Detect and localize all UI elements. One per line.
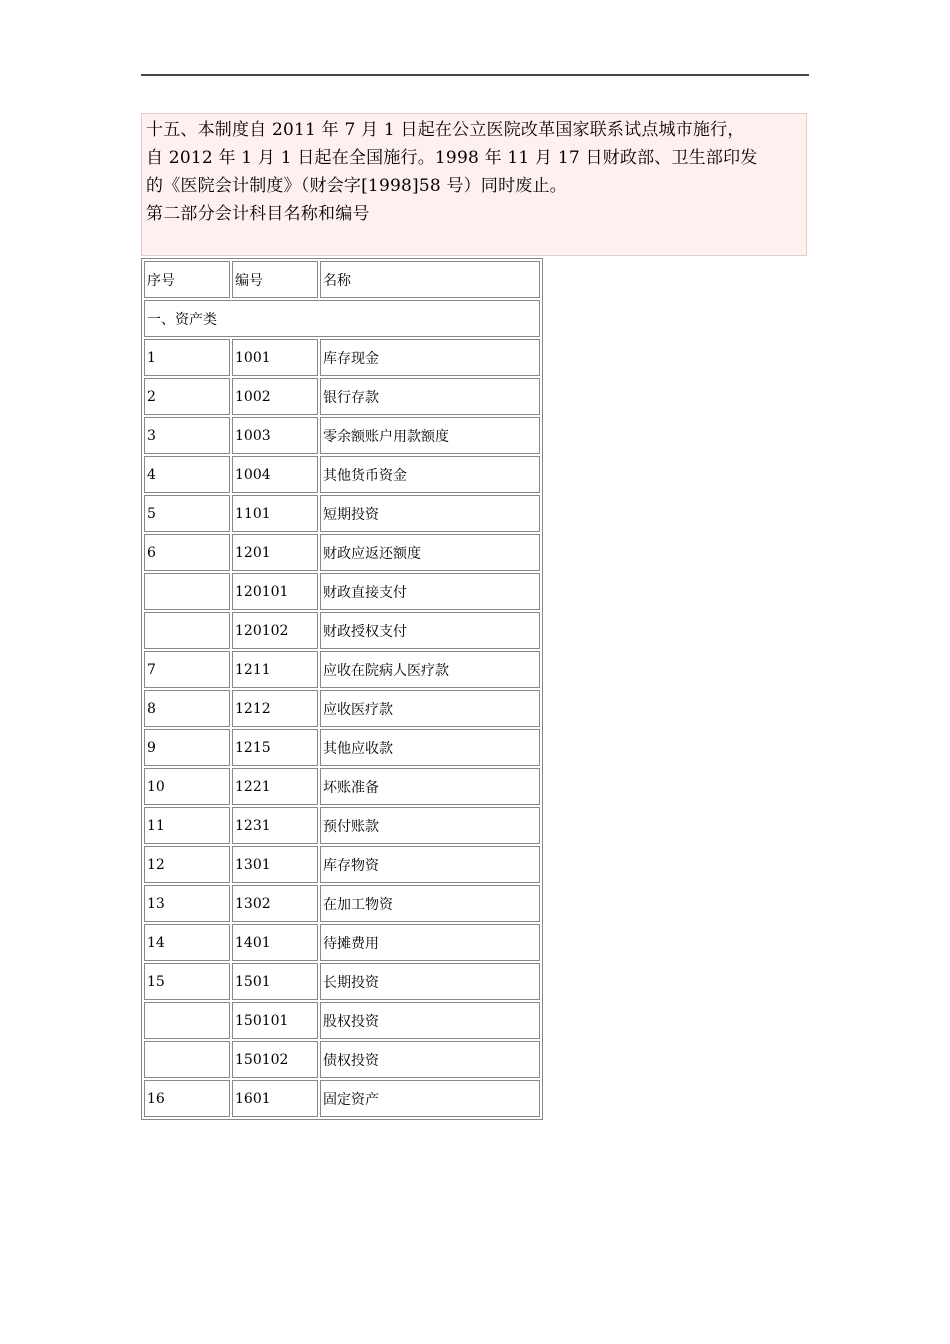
row-name: 待摊费用 [320, 924, 540, 961]
row-no: 16 [144, 1080, 230, 1117]
table-row [144, 729, 540, 766]
row-name: 应收在院病人医疗款 [320, 651, 540, 688]
row-no [144, 612, 230, 649]
accounts-table [141, 258, 543, 1120]
table-row [144, 807, 540, 844]
row-code: 1501 [232, 963, 318, 1000]
table-row [144, 378, 540, 415]
row-code: 1212 [232, 690, 318, 727]
row-code: 1401 [232, 924, 318, 961]
row-no: 10 [144, 768, 230, 805]
row-name: 其他货币资金 [320, 456, 540, 493]
row-no: 13 [144, 885, 230, 922]
row-name: 应收医疗款 [320, 690, 540, 727]
row-name: 其他应收款 [320, 729, 540, 766]
table-row [144, 534, 540, 571]
table-row [144, 417, 540, 454]
row-name: 股权投资 [320, 1002, 540, 1039]
row-code: 1601 [232, 1080, 318, 1117]
row-code: 1003 [232, 417, 318, 454]
table-row [144, 768, 540, 805]
section-label: 一、资产类 [144, 300, 540, 337]
row-code: 1231 [232, 807, 318, 844]
header-name: 名称 [320, 261, 540, 298]
row-no: 5 [144, 495, 230, 532]
row-code: 1101 [232, 495, 318, 532]
row-no: 15 [144, 963, 230, 1000]
row-name: 长期投资 [320, 963, 540, 1000]
row-name: 固定资产 [320, 1080, 540, 1117]
row-no [144, 1002, 230, 1039]
header-no: 序号 [144, 261, 230, 298]
row-name: 在加工物资 [320, 885, 540, 922]
table-row [144, 1002, 540, 1039]
row-name: 财政授权支付 [320, 612, 540, 649]
table-row [144, 924, 540, 961]
row-name: 库存现金 [320, 339, 540, 376]
table-row [144, 690, 540, 727]
table-row [144, 885, 540, 922]
row-code: 1211 [232, 651, 318, 688]
row-code: 1002 [232, 378, 318, 415]
table-row [144, 963, 540, 1000]
row-code: 1001 [232, 339, 318, 376]
row-no [144, 1041, 230, 1078]
row-code: 120101 [232, 573, 318, 610]
intro-line: 自 2012 年 1 月 1 日起在全国施行。1998 年 11 月 17 日财政部、卫生部印发 [146, 148, 758, 168]
row-name: 银行存款 [320, 378, 540, 415]
row-code: 1215 [232, 729, 318, 766]
row-name: 坏账准备 [320, 768, 540, 805]
section-heading: 第二部分会计科目名称和编号 [146, 204, 370, 224]
row-no: 2 [144, 378, 230, 415]
row-code: 150101 [232, 1002, 318, 1039]
row-code: 1004 [232, 456, 318, 493]
table-row [144, 339, 540, 376]
intro-line: 十五、本制度自 2011 年 7 月 1 日起在公立医院改革国家联系试点城市施行， [146, 120, 745, 140]
row-no: 14 [144, 924, 230, 961]
table-row [144, 573, 540, 610]
row-code: 120102 [232, 612, 318, 649]
row-name: 零余额账户用款额度 [320, 417, 540, 454]
row-no: 6 [144, 534, 230, 571]
table-header-row [144, 261, 540, 298]
row-name: 预付账款 [320, 807, 540, 844]
intro-line: 的《医院会计制度》（财会字[1998]58 号）同时废止。 [146, 176, 567, 196]
table-row [144, 1080, 540, 1117]
row-name: 财政直接支付 [320, 573, 540, 610]
row-no: 12 [144, 846, 230, 883]
row-no: 4 [144, 456, 230, 493]
row-no: 9 [144, 729, 230, 766]
table-row [144, 456, 540, 493]
section-row [144, 300, 540, 337]
top-divider [141, 74, 809, 76]
table-row [144, 495, 540, 532]
row-no: 1 [144, 339, 230, 376]
table-row [144, 651, 540, 688]
row-no: 7 [144, 651, 230, 688]
row-no: 3 [144, 417, 230, 454]
row-no: 8 [144, 690, 230, 727]
row-name: 库存物资 [320, 846, 540, 883]
row-name: 财政应返还额度 [320, 534, 540, 571]
row-code: 1302 [232, 885, 318, 922]
table-row [144, 846, 540, 883]
table-row [144, 612, 540, 649]
row-code: 150102 [232, 1041, 318, 1078]
row-code: 1201 [232, 534, 318, 571]
row-name: 债权投资 [320, 1041, 540, 1078]
table-row [144, 1041, 540, 1078]
row-name: 短期投资 [320, 495, 540, 532]
row-code: 1301 [232, 846, 318, 883]
row-no [144, 573, 230, 610]
header-code: 编号 [232, 261, 318, 298]
row-code: 1221 [232, 768, 318, 805]
row-no: 11 [144, 807, 230, 844]
intro-text-box [141, 113, 807, 256]
